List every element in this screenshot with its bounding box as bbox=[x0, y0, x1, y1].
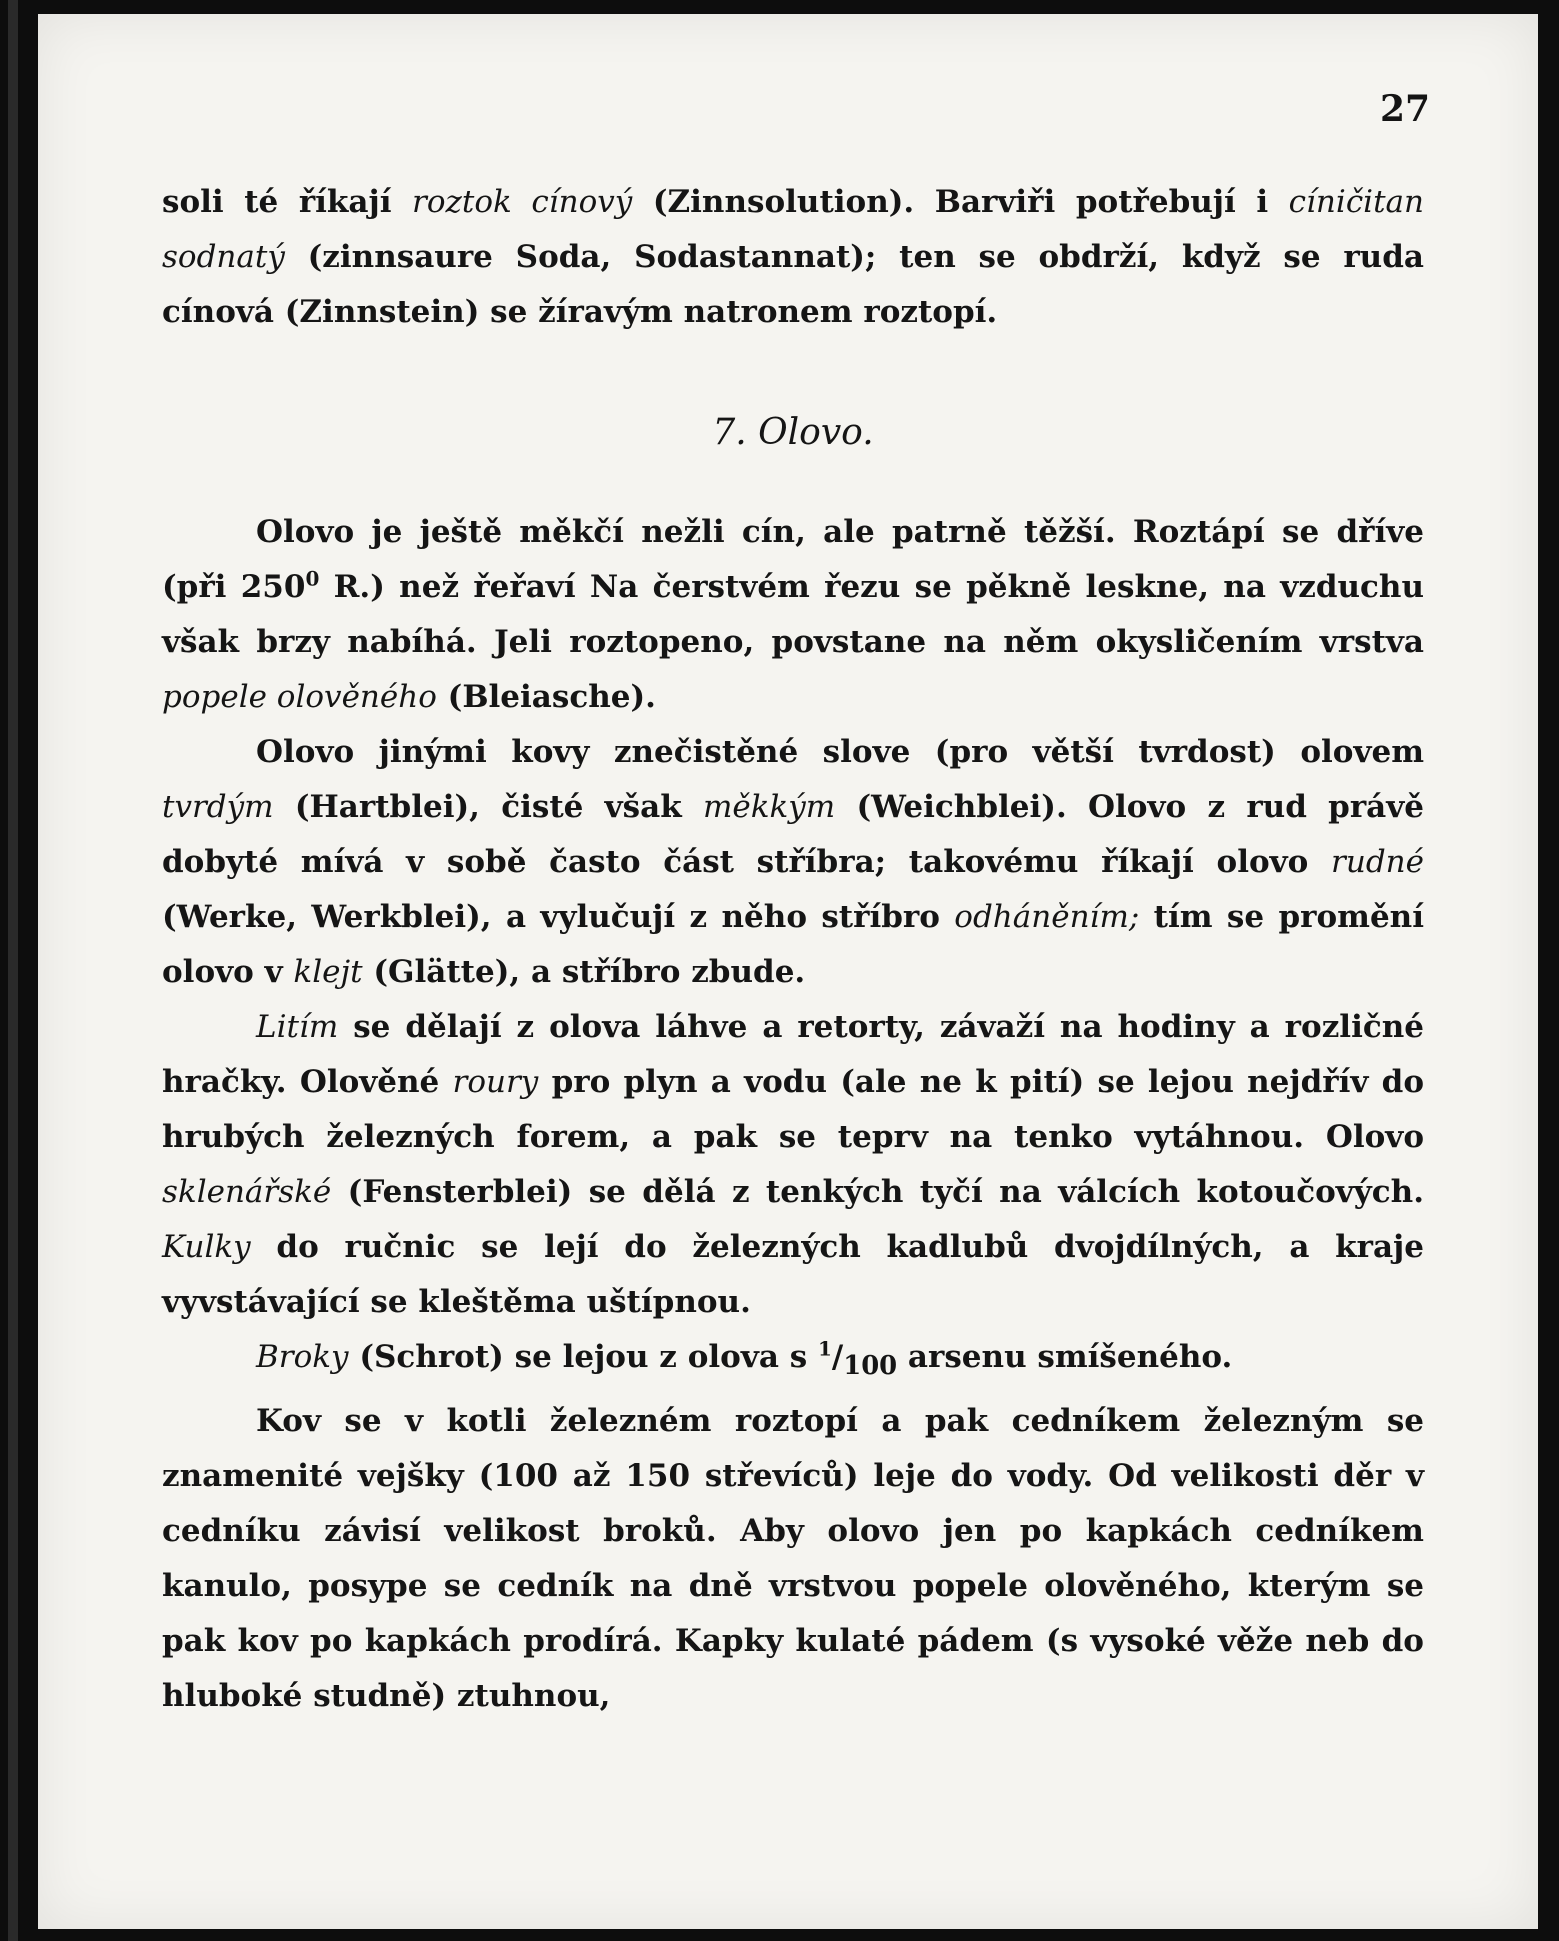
text-run: Kov se v kotli železném roztopí a pak cedníkem železným se znamenité vejšky (100 až 150 střevíců) leje do vody. Od velikosti děr v cedníku závisí velikost broků. Aby olovo jen po kapkách cedníkem kanulo, posype se cedník na dně vrstvou popele olověného, kterým se pak kov po kapkách prodírá. Kapky kulaté pádem (s vysoké věže neb do hluboké studně) ztuhnou, bbox=[162, 1403, 1424, 1715]
italic-term: rudné bbox=[1331, 844, 1424, 880]
paragraph-5 bbox=[162, 1394, 1424, 1724]
section-heading: 7. Olovo. bbox=[712, 412, 874, 453]
text-run: se dělají z olova láhve a retorty, závaží na hodiny a rozličné hračky. Olověné bbox=[162, 1009, 1424, 1100]
text-run: tím se promění olovo v bbox=[162, 899, 1424, 990]
text-run: / bbox=[831, 1339, 844, 1375]
italic-term: roztok cínový bbox=[412, 184, 633, 220]
text-run: (Bleiasche). bbox=[436, 679, 656, 715]
text-run: 0 bbox=[305, 566, 320, 591]
text-run: 100 bbox=[843, 1351, 898, 1382]
italic-term: tvrdým bbox=[162, 789, 274, 825]
italic-term: popele olověného bbox=[162, 679, 437, 715]
text-run: 1 bbox=[817, 1336, 832, 1361]
binding-edge bbox=[8, 0, 18, 1941]
text-run: (Zinnsolution). Barviři potřebují i bbox=[632, 184, 1289, 220]
paragraph-4 bbox=[162, 1330, 1424, 1394]
italic-term: Broky bbox=[256, 1339, 349, 1375]
italic-term: sklenářské bbox=[162, 1174, 332, 1210]
italic-term: roury bbox=[452, 1064, 539, 1100]
italic-term: cíničitan sodnatý bbox=[162, 184, 1424, 275]
paragraph-2 bbox=[162, 725, 1424, 1000]
text-run: (Weichblei). Olovo z rud právě dobyté mívá v sobě často část stříbra; takovému říkají olovo bbox=[162, 789, 1424, 880]
italic-term: Litím bbox=[256, 1009, 339, 1045]
paragraph-1 bbox=[162, 505, 1424, 725]
text-run: R.) než řeřaví Na čerstvém řezu se pěkně leskne, na vzduchu však brzy nabíhá. Jeli roztopeno, povstane na něm okysličením vrstva bbox=[162, 569, 1424, 660]
text-run: do ručnic se lejí do železných kadlubů dvojdílných, a kraje vyvstávající se kleštěma uštípnou. bbox=[162, 1229, 1424, 1320]
text-run: Olovo jinými kovy znečistěné slove (pro větší tvrdost) olovem bbox=[256, 734, 1424, 770]
text-run: (zinnsaure Soda, Sodastannat); ten se obdrží, když se ruda cínová (Zinnstein) se žíravým natronem roztopí. bbox=[162, 239, 1424, 330]
italic-term: odháněním; bbox=[954, 899, 1140, 935]
paragraph-3 bbox=[162, 1000, 1424, 1330]
text-run: (Schrot) se lejou z olova s bbox=[348, 1339, 818, 1375]
page-number: 27 bbox=[1380, 88, 1431, 130]
intro-paragraph bbox=[162, 175, 1424, 340]
text-run: Olovo je ještě měkčí nežli cín, ale patrně těžší. Roztápí se dříve (při 250 bbox=[162, 514, 1424, 605]
text-run: (Glätte), a stříbro zbude. bbox=[362, 954, 806, 990]
text-run: soli té říkají bbox=[162, 184, 413, 220]
intro-paragraph-text bbox=[162, 175, 1424, 340]
italic-term: měkkým bbox=[702, 789, 836, 825]
section-body bbox=[162, 505, 1424, 1724]
text-run: arsenu smíšeného. bbox=[897, 1339, 1233, 1375]
text-run: pro plyn a vodu (ale ne k pití) se lejou nejdřív do hrubých železných forem, a pak se teprv na tenko vytáhnou. Olovo bbox=[162, 1064, 1424, 1155]
text-run: (Fensterblei) se dělá z tenkých tyčí na válcích kotoučových. bbox=[331, 1174, 1424, 1210]
italic-term: klejt bbox=[293, 954, 363, 990]
text-run: (Werke, Werkblei), a vylučují z něho stříbro bbox=[162, 899, 955, 935]
italic-term: Kulky bbox=[162, 1229, 251, 1265]
text-run: (Hartblei), čisté však bbox=[273, 789, 703, 825]
